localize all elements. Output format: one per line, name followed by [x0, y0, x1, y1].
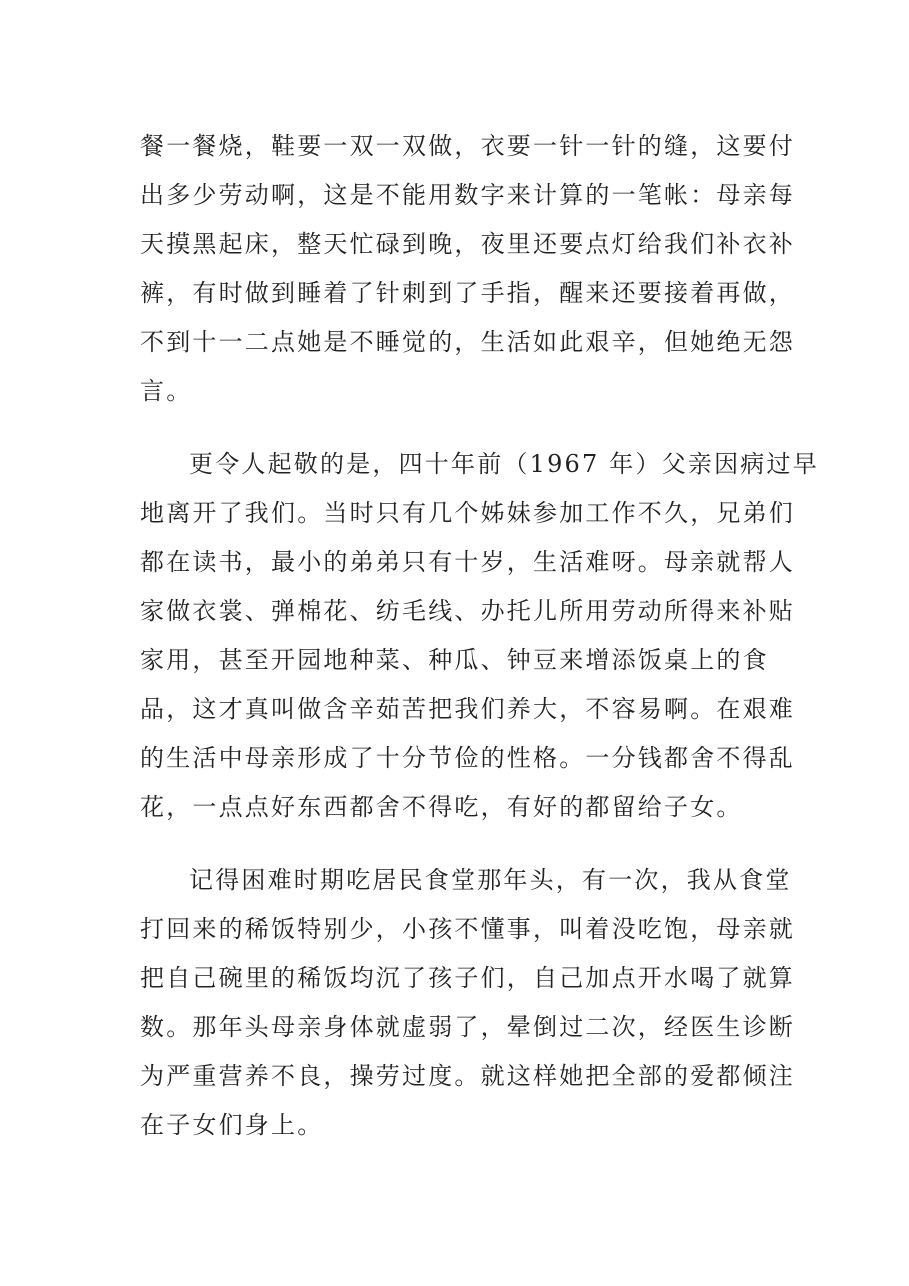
text-line: 餐一餐烧，鞋要一双一双做，衣要一针一针的缝，这要付	[140, 132, 795, 160]
text-line: 不到十一二点她是不睡觉的，生活如此艰辛，但她绝无怨	[140, 328, 795, 356]
text-line: 更令人起敬的是，四十年前（1967 年）父亲因病过早	[189, 450, 819, 478]
text-line: 天摸黑起床，整天忙碌到晚，夜里还要点灯给我们补衣补	[140, 230, 795, 258]
text-line: 都在读书，最小的弟弟只有十岁，生活难呀。母亲就帮人	[140, 548, 795, 576]
text-line: 数。那年头母亲身体就虚弱了，晕倒过二次，经医生诊断	[140, 1013, 795, 1041]
paragraph-spacer	[140, 416, 780, 440]
text-line: 把自己碗里的稀饭均沉了孩子们，自己加点开水喝了就算	[140, 964, 795, 992]
paragraph-spacer	[140, 832, 780, 856]
text-line: 裤，有时做到睡着了针刺到了手指，醒来还要接着再做，	[140, 279, 795, 307]
text-body	[140, 122, 819, 1150]
paragraph-1	[140, 122, 795, 416]
text-line: 地离开了我们。当时只有几个姊妹参加工作不久，兄弟们	[140, 499, 795, 527]
text-line: 出多少劳动啊，这是不能用数字来计算的一笔帐：母亲每	[140, 181, 795, 209]
text-line: 家做衣裳、弹棉花、纺毛线、办托儿所用劳动所得来补贴	[140, 597, 795, 625]
text-line: 言。	[140, 377, 193, 405]
text-line: 打回来的稀饭特别少，小孩不懂事，叫着没吃饱，母亲就	[140, 915, 795, 943]
text-line: 为严重营养不良，操劳过度。就这样她把全部的爱都倾注	[140, 1062, 795, 1090]
text-line: 的生活中母亲形成了十分节俭的性格。一分钱都舍不得乱	[140, 744, 795, 772]
text-line: 记得困难时期吃居民食堂那年头，有一次，我从食堂	[189, 866, 792, 894]
text-line: 在子女们身上。	[140, 1111, 324, 1139]
text-line: 花，一点点好东西都舍不得吃，有好的都留给子女。	[140, 793, 743, 821]
text-line: 品，这才真叫做含辛茹苦把我们养大，不容易啊。在艰难	[140, 695, 795, 723]
paragraph-3	[140, 856, 795, 1150]
text-line: 家用，甚至开园地种菜、种瓜、钟豆来增添饭桌上的食	[140, 646, 769, 674]
paragraph-2	[140, 440, 819, 832]
